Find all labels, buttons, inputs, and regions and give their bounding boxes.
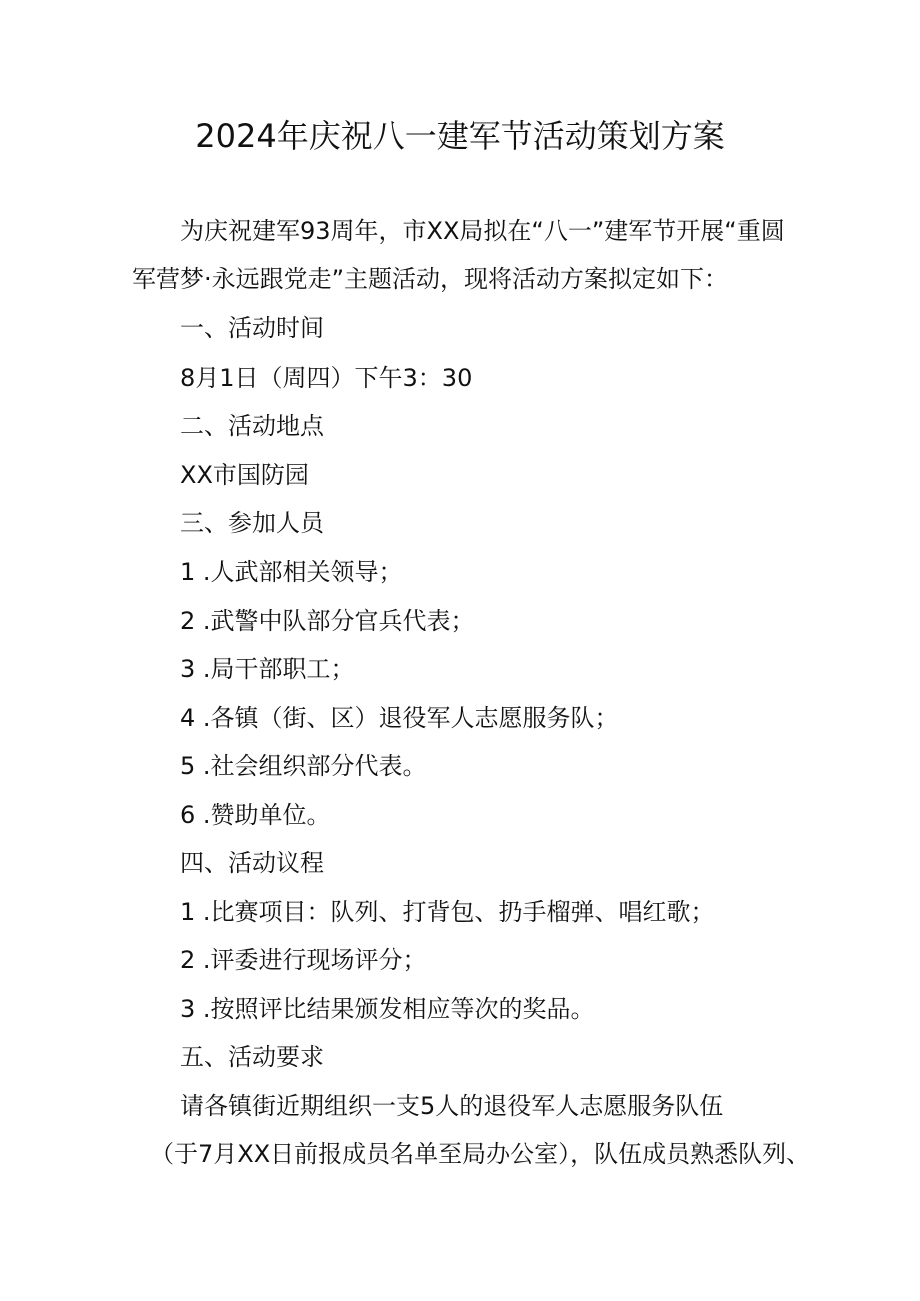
agenda-item: 2 .评委进行现场评分；	[180, 946, 427, 974]
section-heading-time: 一、活动时间	[180, 314, 324, 342]
intro-line-1: 为庆祝建军93周年，市XX局拟在“八一”建军节开展“重圆	[180, 217, 785, 245]
participant-item: 5 .社会组织部分代表。	[180, 752, 427, 780]
requirements-line-2: （于7月XX日前报成员名单至局办公室），队伍成员熟悉队列、	[150, 1140, 811, 1168]
participant-item: 3 .局干部职工；	[180, 655, 355, 683]
participant-item: 6 .赞助单位。	[180, 801, 331, 829]
participant-item: 1 .人武部相关领导；	[180, 558, 403, 586]
section-heading-participants: 三、参加人员	[180, 509, 324, 537]
requirements-line-1: 请各镇街近期组织一支5人的退役军人志愿服务队伍	[180, 1092, 724, 1120]
place-content: XX市国防园	[180, 461, 309, 489]
section-heading-place: 二、活动地点	[180, 412, 324, 440]
agenda-item: 3 .按照评比结果颁发相应等次的奖品。	[180, 995, 595, 1023]
section-heading-agenda: 四、活动议程	[180, 849, 324, 877]
time-content: 8月1日（周四）下午3：30	[180, 364, 473, 392]
section-heading-requirements: 五、活动要求	[180, 1043, 324, 1071]
agenda-item: 1 .比赛项目：队列、打背包、扔手榴弹、唱红歌；	[180, 898, 715, 926]
document-title: 2024年庆祝八一建军节活动策划方案	[195, 117, 725, 155]
participant-item: 2 .武警中队部分官兵代表；	[180, 607, 475, 635]
participant-item: 4 .各镇（街、区）退役军人志愿服务队；	[180, 704, 619, 732]
intro-line-2: 军营梦·永远跟党走”主题活动，现将活动方案拟定如下：	[132, 265, 729, 293]
